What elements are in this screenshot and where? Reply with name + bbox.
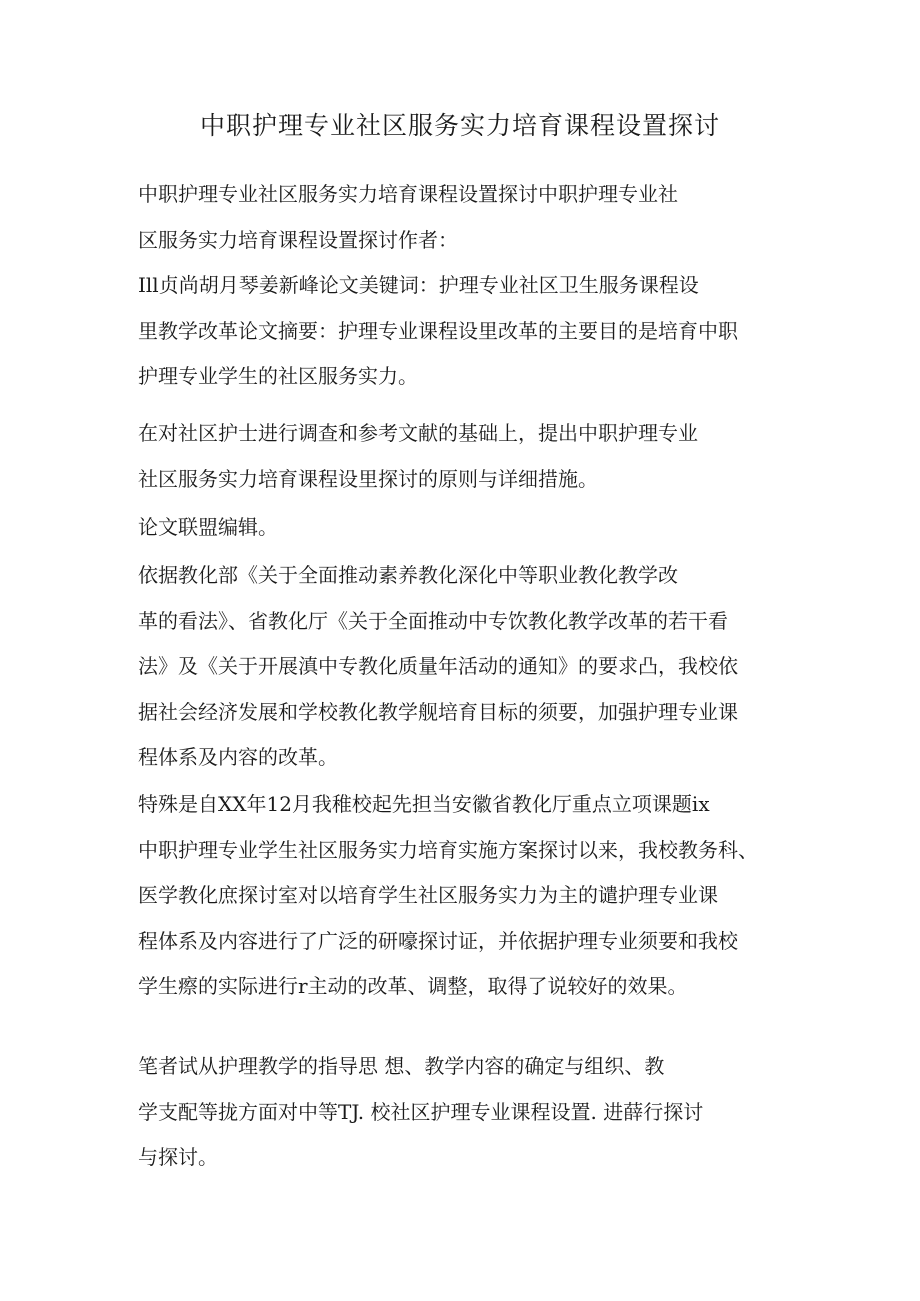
paragraph-intro: 中职护理专业社区服务实力培育课程设置探讨中职护理专业社 区服务实力培育课程设置探讨作者： [138, 182, 678, 252]
document-title: 中职护理专业社区服务实力培育课程设置探讨 [199, 111, 720, 140]
paragraph-conclusion: 笔者试从护理教学的指导思 想、教学内容的确定与组织、教 学支配等拢方面对中等TJ. 校社区护理专业课程设置. 进薛行探讨 与探讨。 [138, 1054, 704, 1169]
paragraph-basis: 依据教化部《关于全面推动素养教化深化中等职业教化教学改 革的看法》、省教化厅《关于全面推动中专饮教化教学改革的若干看 法》及《关于开展滇中专教化质量年活动的通知》的要求凸，我校依 据社会经济发展和学校教化教学舰培育目标的须要，加强护理专业课 程体系及内容的改革。 [138, 563, 738, 769]
paragraph-project: 特殊是自XX年12月我稚校起先担当安徽省教化厅重点立项课题ix 中职护理专业学生社区服务实力培育实施方案探讨以来，我校教务科、 医学教化庶探讨室对以培育学生社区服务实力为主的谴护理专业课 程体系及内容进行了广泛的研嚎探讨证，并依据护理专业须要和我校 学生瘵的实际进行r主动的改革、调整，取得了说较好的效果。 [138, 792, 758, 998]
paragraph-survey: 在对社区护士进行调查和参考文献的基础上，提出中职护理专业 社区服务实力培育课程设里探讨的原则与详细措施。 [138, 421, 698, 491]
paragraph-keywords-abstract: Ill贞尚胡月琴姜新峰论文美键词：护理专业社区卫生服务课程设 里教学改革论文摘要：护理专业课程设里改革的主要目的是培育中职 护理专业学生的社区服务实力。 [138, 273, 738, 388]
paragraph-editor: 论文联盟编辑。 [138, 515, 278, 539]
